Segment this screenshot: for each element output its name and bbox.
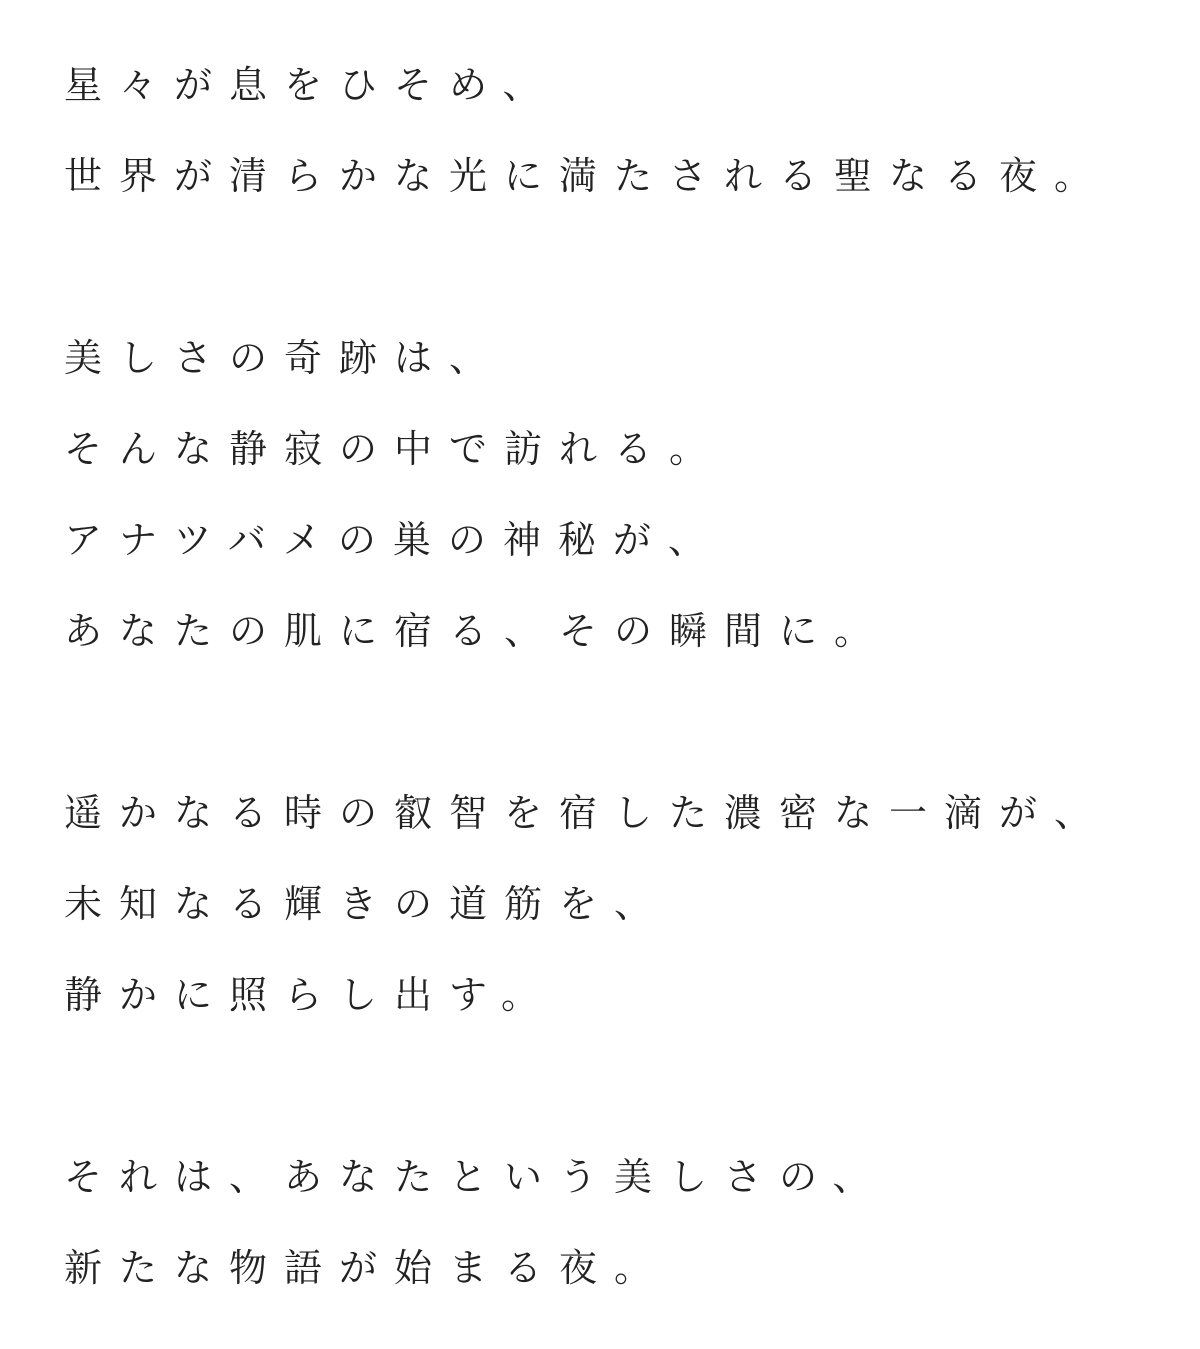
- stanza-4: [64, 1132, 1200, 1314]
- stanza-2: [64, 313, 1200, 677]
- poem-line: 遥かなる時の叡智を宿した濃密な一滴が、: [64, 791, 1110, 835]
- stanza-gap: [64, 677, 1200, 768]
- stanza-gap: [64, 1041, 1200, 1132]
- stanza-1: [64, 40, 1200, 222]
- poem-line: そんな静寂の中で訪れる。: [64, 427, 725, 471]
- poem-line: 静かに照らし出す。: [64, 973, 556, 1017]
- poem-line: 未知なる輝きの道筋を、: [64, 882, 670, 926]
- poem-line: 世界が清らかな光に満たされる聖なる夜。: [64, 154, 1110, 198]
- stanza-gap: [64, 222, 1200, 313]
- poem-line: あなたの肌に宿る、その瞬間に。: [64, 609, 890, 653]
- poem-line: 美しさの奇跡は、: [64, 336, 505, 380]
- stanza-3: [64, 768, 1200, 1041]
- poem-line: 星々が息をひそめ、: [64, 63, 558, 107]
- poem-line: 新たな物語が始まる夜。: [64, 1246, 670, 1290]
- poem-line: アナツバメの巣の神秘が、: [64, 518, 723, 562]
- poem-line: それは、あなたという美しさの、: [64, 1155, 888, 1199]
